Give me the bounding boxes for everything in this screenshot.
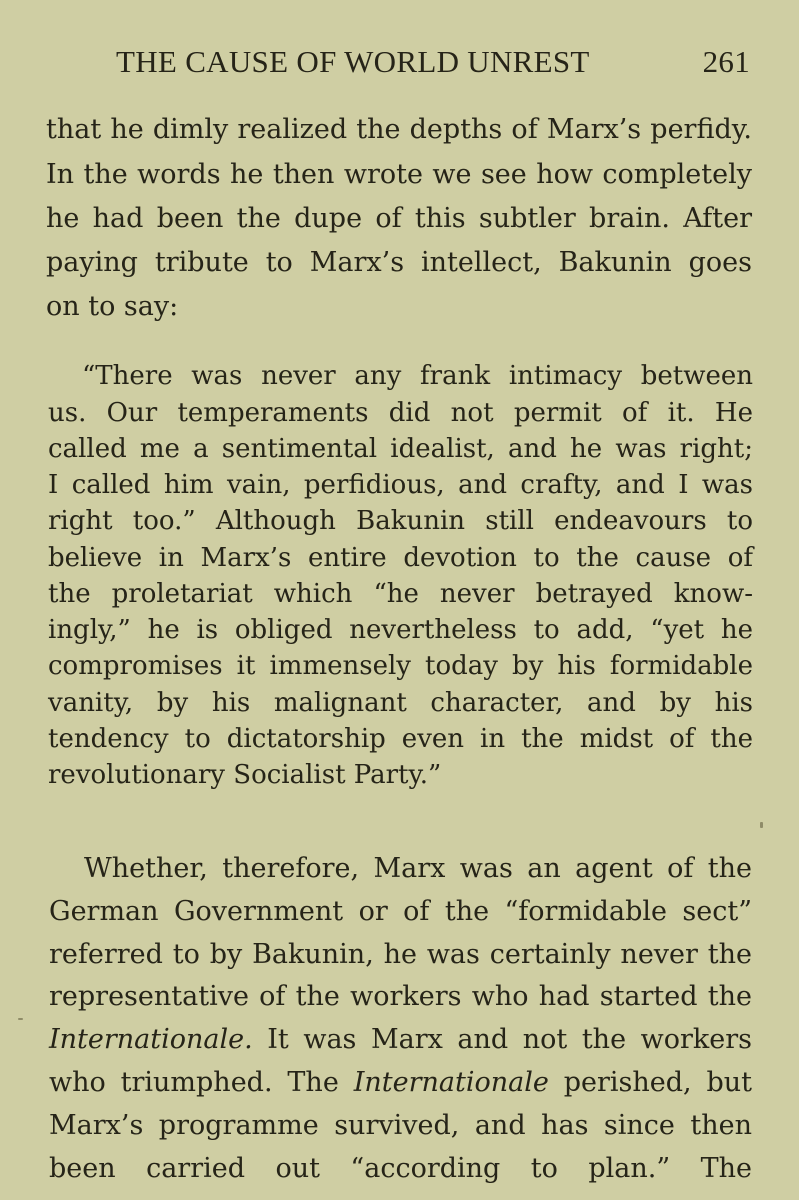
page-header [116, 44, 756, 84]
page-number: 261 [702, 44, 750, 79]
text-line: I called him vain, perfidious, and crafty, and I was [48, 470, 753, 500]
text-line: on to say: [46, 291, 179, 322]
text-line: paying tribute to Marx’s intellect, Bakunin goes [46, 247, 752, 278]
scan-speck [18, 1018, 23, 1020]
text-line [49, 1065, 752, 1101]
text-line: Whether, therefore, Marx was an agent of the [84, 853, 752, 884]
text-line: “There was never any frank intimacy between [82, 361, 753, 391]
text-line: us. Our temperaments did not permit of it. He [48, 398, 753, 428]
text-line: he had been the dupe of this subtler brain. After [46, 203, 752, 234]
text-line: Marx’s programme survived, and has since then [49, 1110, 752, 1141]
text-line: In the words he then wrote we see how completely [46, 159, 752, 190]
text-line: vanity, by his malignant character, and by his [48, 688, 753, 718]
text-segment: perished, but [548, 1067, 752, 1098]
text-segment: who triumphed. The [49, 1067, 354, 1098]
text-line: been carried out “according to plan.” The [49, 1153, 752, 1184]
scan-speck [760, 822, 763, 828]
text-segment: It was Marx and not the workers [252, 1024, 752, 1055]
italic-term: Internationale [353, 1067, 549, 1098]
text-line: called me a sentimental idealist, and he was right; [48, 434, 753, 464]
text-line: representative of the workers who had started the [49, 981, 752, 1012]
text-line [49, 1022, 752, 1058]
text-line: the proletariat which “he never betrayed know- [48, 579, 753, 609]
text-line: right too.” Although Bakunin still endeavours to [48, 506, 753, 536]
italic-term: Internationale. [49, 1024, 253, 1055]
text-line: that he dimly realized the depths of Marx’s perfidy. [46, 114, 752, 145]
text-line: referred to by Bakunin, he was certainly never the [49, 939, 752, 970]
text-line: compromises it immensely today by his formidable [48, 651, 753, 681]
text-line: tendency to dictatorship even in the midst of the [48, 724, 753, 754]
running-head: THE CAUSE OF WORLD UNREST [116, 44, 590, 79]
text-line: revolutionary Socialist Party.” [48, 760, 442, 790]
text-line: German Government or of the “formidable sect” [49, 896, 752, 927]
text-line: believe in Marx’s entire devotion to the cause of [48, 543, 753, 573]
text-line: ingly,” he is obliged nevertheless to add, “yet he [48, 615, 753, 645]
